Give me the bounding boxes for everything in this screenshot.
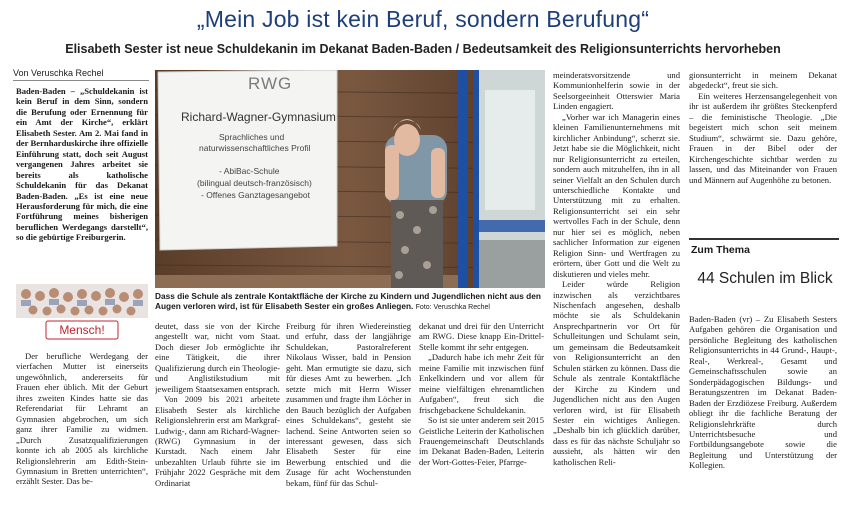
- sidebar-top-rule: [689, 238, 839, 240]
- subheadline: Elisabeth Sester ist neue Schuldekanin im Dekanat Baden-Baden / Bedeutsamkeit des Religionsunterrichts hervorheben: [65, 42, 781, 56]
- lead-paragraph-column: [16, 86, 148, 280]
- paragraph: deutet, dass sie von der Kirche angestellt war, nicht vom Staat. Doch dieser Job ermöglichte ihr eine Tätigkeit, die ihrer Qualifizierung durch ein Theologie- und Anglistikstudium mit jeweiligem Staatsexamen entsprach.: [155, 321, 280, 394]
- byline: Von Veruschka Rechel: [13, 68, 104, 78]
- column-6: [689, 70, 837, 230]
- column-2: [155, 321, 280, 511]
- mensch-badge: [16, 284, 148, 342]
- column-1: [16, 351, 148, 511]
- sign-line: - Offenes Ganztagesangebot: [201, 190, 311, 200]
- paragraph: Freiburg für ihren Wiedereinstieg und erfuhr, dass der langjährige Schuldekan, Pastoralreferent Nikolaus Wisser, bald in Pension geht. Man ermutigte sie dazu, sich für dieses Amt zu bewerben. „Ich setzte mich mit Herrn Wisser zusammen und fragte ihm Löcher in den Bauch bezüglich der Aufgaben eines Schuldekans“, gesteht sie lachend. Seine Antworten seien so interessant gewesen, dass sich Elisabeth Sester für eine Bewerbung entschied und die Zusage für acht Wochenstunden bekam, fünf für das Schul-: [286, 321, 411, 488]
- sign-line: Sprachliches und: [219, 132, 285, 142]
- sign-logo: RWG: [248, 74, 293, 93]
- paragraph: meinderatsvorsitzende und Kommunionhelferin sowie in der Seelsorgeeinheit Otterswier Maria Linden engagiert.: [553, 70, 680, 112]
- paragraph: dekanat und drei für den Unterricht am RWG. Diese knapp Ein-Drittel-Stelle kommt ihr sehr entgegen.: [419, 321, 544, 352]
- column-5: [553, 70, 680, 511]
- sidebar-text: Baden-Baden (vr) – Zu Elisabeth Sesters Aufgaben gehören die Organisation und persönliche Begleitung des katholischen Religionsunterrichts in 44 Grund-, Haupt-, Real-, Werkreal-, Gesamt und Gemeinschaftsschulen sowie an Sonderpädagogischen Bildungs- und Beratungszentren im Dekanat Baden-Baden der Erzdiözese Freiburg. Außerdem obliegt ihr die fachliche Beratung der Religionslehrkräfte durch Unterrichtsbesuche und Fortbildungsangebote sowie die Begleitung und Unterstützung der Kollegien.: [689, 314, 837, 471]
- paragraph: So ist sie unter anderem seit 2015 Geistliche Leiterin der Katholischen Frauengemeinschaft Deutschlands im Dekanat Baden-Baden, Leiterin der Wort-Gottes-Feier, Pfarrge-: [419, 415, 544, 467]
- paragraph: „Vorher war ich Managerin eines kleinen Familienunternehmens mit kirchlicher Anbindung“, scherzt sie. Jetzt habe sie die Möglichkeit, nicht nur Religionsunterricht zu erteilen, sondern auch mitzuhelfen, ihn in all seiner Vielfalt an den Schulen durch unterschiedliche Kontakte und Unterstützung mit zu erhalten. Religionsunterricht sei ein sehr wertvolles Fach in der Schule, denn nur hier sei es möglich, neben sachlicher Information zur eigenen Religion Sinn- und Wertfragen zu erörtern, über Gott und die Welt zu diskutieren und vieles mehr.: [553, 111, 680, 279]
- column-4: [419, 321, 544, 511]
- sidebar-text-column: [689, 314, 837, 511]
- paragraph: gionsunterricht in meinem Dekanat abgedeckt“, freut sie sich.: [689, 70, 837, 91]
- lead-paragraph: Baden-Baden – „Schuldekanin ist kein Beruf in dem Sinn, sondern die Berufung oder Ernennung für ein Amt der Kirche“, erklärt Elisabeth Sester. Am 2. Mai fand in der Bernharduskirche ihre offizielle Einführung statt, doch seit August vergangenen Jahres arbeitet sie bereits als katholische Schuldekanin für das Dekanat Baden-Baden. „Es ist eine neue Herausforderung für mich, die eine Fortführung meines bisherigen beruflichen Werdegangs darstellt“, so die gebürtige Freiburgerin.: [16, 86, 148, 243]
- sidebar-label: Zum Thema: [691, 244, 750, 256]
- headline: „Mein Job ist kein Beruf, sondern Berufung“: [196, 6, 650, 32]
- sign-line: naturwissenschaftliches Profil: [199, 143, 311, 153]
- caption-text: Dass die Schule als zentrale Kontaktfläche der Kirche zu Kindern und Jugendlichen nicht aus den Augen verloren wird, ist für Elisabeth Sester ein großes Anliegen.: [155, 291, 541, 311]
- byline-rule: [13, 80, 149, 81]
- column-3: [286, 321, 411, 511]
- caption-credit: Foto: Veruschka Rechel: [415, 304, 490, 311]
- article-photo: [155, 70, 545, 288]
- paragraph: Von 2009 bis 2021 arbeitete Elisabeth Sester als kirchliche Religionslehrerin erst am Markgraf-Ludwig-, dann am Richard-Wagner-(RWG) Gymnasium in der Kurstadt. Nach einem Jahr unbezahlten Urlaub führte sie im Frühjahr 2022 Gespräche mit dem Ordinariat: [155, 394, 280, 488]
- sidebar-title: 44 Schulen im Blick: [697, 270, 833, 287]
- sign-line: (bilingual deutsch-französisch): [197, 178, 312, 188]
- photo-caption: [155, 291, 545, 313]
- paragraph: „Dadurch habe ich mehr Zeit für meine Familie mit inzwischen fünf Enkelkindern und vor allem für meine vielfältigen ehrenamtlichen Aufgaben“, freut sich die frischgebackene Schuldekanin.: [419, 352, 544, 415]
- sign-line: - AbiBac-Schule: [219, 166, 280, 176]
- mensch-label: Mensch!: [59, 323, 105, 337]
- paragraph: Der berufliche Werdegang der vierfachen Mutter ist einerseits ungewöhnlich, andererseits für Frauen eher üblich. Mit der Geburt ihres zweiten Kindes hatte sie das Referendariat für Lehramt an Gymnasien abgebrochen, um sich ganz ihrer Familie zu widmen. „Durch Zusatzqualifizierungen konnte ich ab 2005 als kirchliche Religionslehrerin am Edith-Stein-Gymnasium in Bretten unterrichten“, erzählt Sester. Das be-: [16, 351, 148, 487]
- paragraph: Leider würde Religion inzwischen als verzichtbares Nischenfach angesehen, deshalb möchte sie als Schuldekanin Ansprechpartnerin vor Ort für Schulleitungen und Schulamt sein, um gemeinsam die Bedeutsamkeit von Religionsunterricht an den Schulen stärken zu können. Dass die Schule als zentrale Kontaktfläche der Kirche zu Kindern und Jugendlichen nicht aus den Augen verloren wird, ist für Elisabeth Sester ein wichtiges Anliegen. „Deshalb bin ich glücklich darüber, dass es für das nächste Schuljahr so aussieht, als hätten wir den katholischen Reli-: [553, 279, 680, 467]
- sign-school-name: Richard-Wagner-Gymnasium: [181, 110, 336, 124]
- paragraph: Ein weiteres Herzensangelegenheit von ihr ist außerdem ihr größtes Steckenpferd – die feministische Theologie. „Die begeistert mich schon seit meinem Studium“, schwärmt sie. Dazu gehöre, Frauen in der Bibel oder der Kirchengeschichte sichtbar werden zu lassen, und das Miteinander von Frauen und Männern auf Augenhöhe zu betonen.: [689, 90, 837, 185]
